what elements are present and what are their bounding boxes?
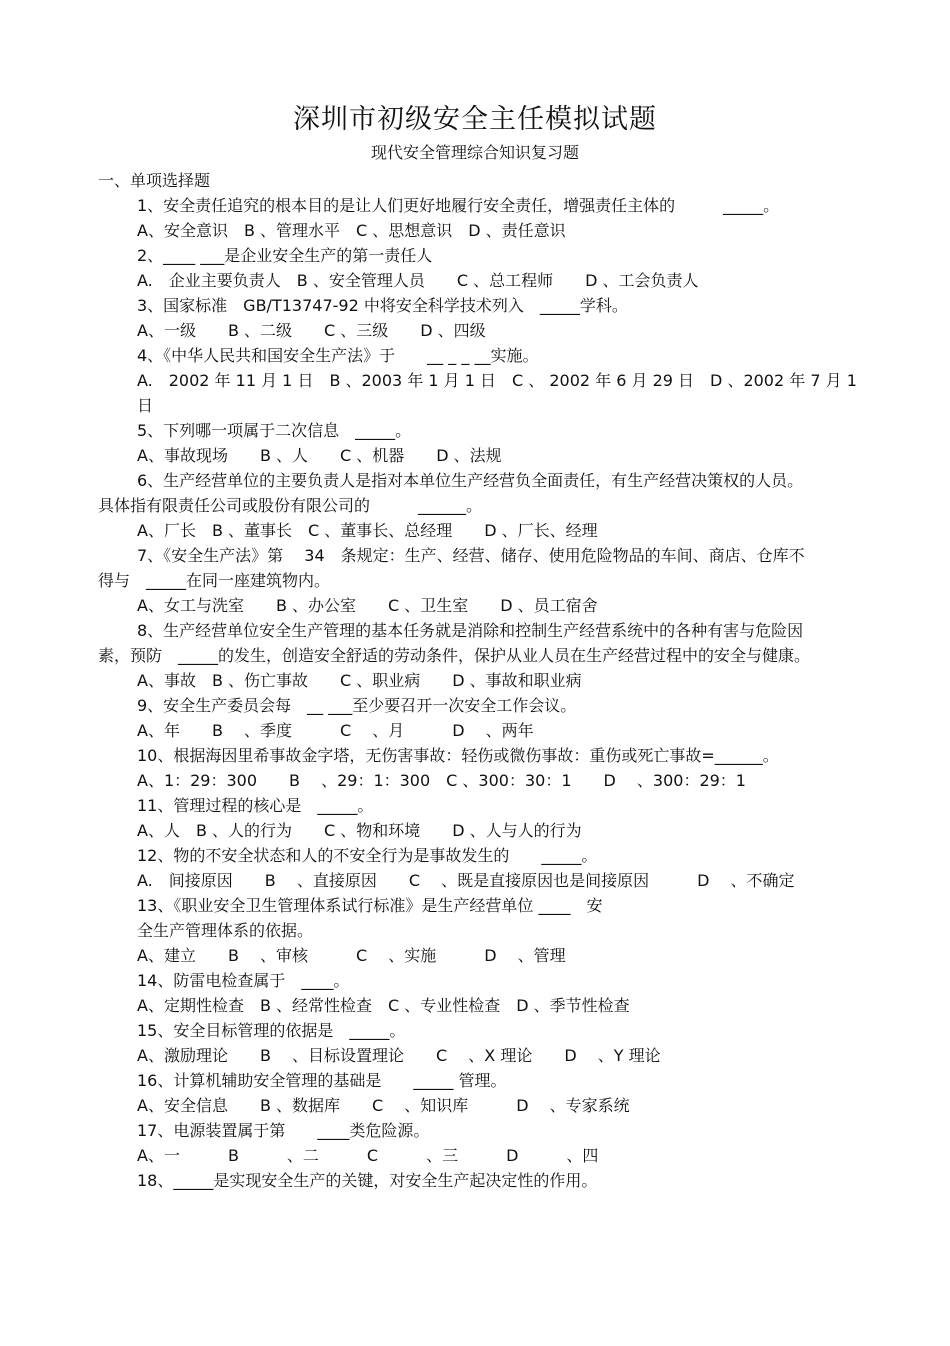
question-text: 11、管理过程的核心是 _____。 [137, 796, 374, 815]
question-text: 7、《安全生产法》第 34 条规定：生产、经营、储存、使用危险物品的车间、商店、仓库不得与 _____在同一座建筑物内。 [98, 546, 805, 590]
question-options: A、年 B 、季度 C 、月 D 、两年 [137, 721, 534, 740]
question-text: 15、安全目标管理的依据是 _____。 [137, 1021, 406, 1040]
question-options: A. 2002 年 11 月 1 日 B 、2003 年 1 月 1 日 C 、 2002 年 6 月 29 日 D 、2002 年 7 月 1 日 [137, 371, 857, 415]
question-options: A、激励理论 B 、目标设置理论 C 、X 理论 D 、Y 理论 [137, 1046, 661, 1065]
question-options: A. 间接原因 B 、直接原因 C 、既是直接原因也是间接原因 D 、不确定 [137, 871, 795, 890]
question-options: A、人 B 、人的行为 C 、物和环境 D 、人与人的行为 [137, 821, 582, 840]
question-text: 2、____ ___是企业安全生产的第一责任人 [137, 246, 433, 265]
question-options: A、1：29：300 B 、29：1：300 C 、300：30：1 D 、300：29：1 [137, 771, 746, 790]
question-options: A、建立 B 、审核 C 、实施 D 、管理 [137, 946, 566, 965]
question-text: 18、_____是实现安全生产的关键，对安全生产起决定性的作用。 [137, 1171, 598, 1190]
question-text: 5、下列哪一项属于二次信息 _____。 [137, 421, 412, 440]
question-text: 1、安全责任追究的根本目的是让人们更好地履行安全责任，增强责任主体的 _____。 [137, 196, 780, 215]
question-text: 9、安全生产委员会每 __ ___至少要召开一次安全工作会议。 [137, 696, 577, 715]
question-list [0, 193, 950, 1193]
question-text: 14、防雷电检查属于 ____。 [137, 971, 350, 990]
page-title: 深圳市初级安全主任模拟试题 [293, 104, 657, 135]
question-text: 3、国家标准 GB/T13747-92 中将安全科学技术列入 _____学科。 [137, 296, 628, 315]
question-text: 16、计算机辅助安全管理的基础是 _____ 管理。 [137, 1071, 507, 1090]
question-text: 6、生产经营单位的主要负责人是指对本单位生产经营负全面责任，有生产经营决策权的人员。具体指有限责任公司或股份有限公司的 ______。 [98, 471, 804, 515]
question-options: A、事故 B 、伤亡事故 C 、职业病 D 、事故和职业病 [137, 671, 582, 690]
question-options: A、事故现场 B 、人 C 、机器 D 、法规 [137, 446, 502, 465]
question-text: 17、电源装置属于第 ____类危险源。 [137, 1121, 430, 1140]
question-options: A、厂长 B 、董事长 C 、董事长、总经理 D 、厂长、经理 [137, 521, 598, 540]
question-text: 10、根据海因里希事故金字塔，无伤害事故：轻伤或微伤事故：重伤或死亡事故=______。 [137, 746, 779, 765]
question-text: 13、《职业安全卫生管理体系试行标准》是生产经营单位 ____ 安全生产管理体系的依据。 [137, 896, 603, 940]
page-subtitle: 现代安全管理综合知识复习题 [370, 143, 579, 162]
question-options: A、一级 B 、二级 C 、三级 D 、四级 [137, 321, 486, 340]
question-text: 12、物的不安全状态和人的不安全行为是事故发生的 _____。 [137, 846, 598, 865]
question-options: A. 企业主要负责人 B 、安全管理人员 C 、总工程师 D 、工会负责人 [137, 271, 699, 290]
section-heading: 一、单项选择题 [98, 171, 211, 190]
question-text: 4、《中华人民共和国安全生产法》于 __ _ _ __实施。 [137, 346, 539, 365]
question-options: A、女工与洗室 B 、办公室 C 、卫生室 D 、员工宿舍 [137, 596, 598, 615]
question-options: A、一 B 、二 C 、三 D 、四 [137, 1146, 599, 1165]
question-options: A、定期性检查 B 、经常性检查 C 、专业性检查 D 、季节性检查 [137, 996, 630, 1015]
question-options: A、安全意识 B 、管理水平 C 、思想意识 D 、责任意识 [137, 221, 566, 240]
question-options: A、安全信息 B 、数据库 C 、知识库 D 、专家系统 [137, 1096, 630, 1115]
question-text: 8、生产经营单位安全生产管理的基本任务就是消除和控制生产经营系统中的各种有害与危险因素，预防 _____的发生，创造安全舒适的劳动条件，保护从业人员在生产经营过程中的安全与健康。 [98, 621, 811, 665]
